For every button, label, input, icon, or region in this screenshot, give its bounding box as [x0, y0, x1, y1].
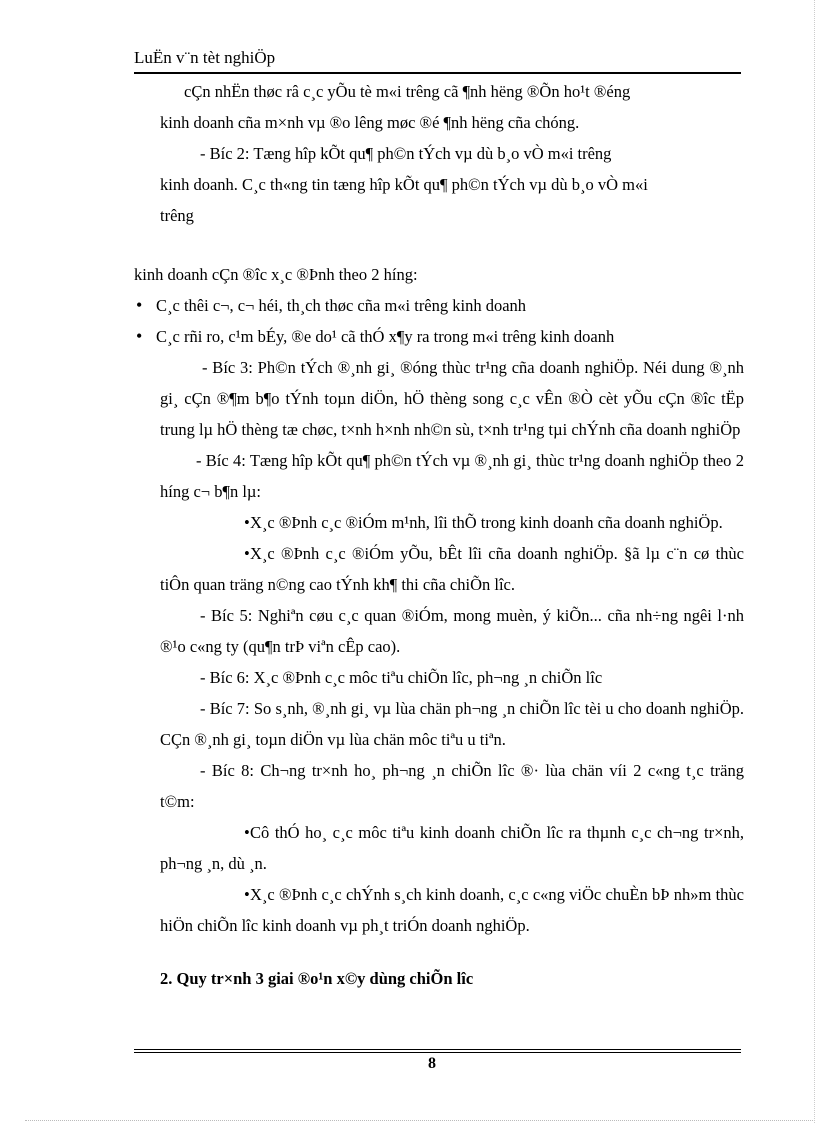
- sub-bullet-paragraph: [134, 507, 744, 538]
- sub-bullet-text: Cô thÓ ho¸ c¸c môc tiªu kinh doanh chiÕn lîc ra thµnh c¸c ch¬ng tr×nh, ph¬ng ¸n, dù ¸n.: [160, 823, 744, 873]
- step-7-paragraph: - Bíc 7: So s¸nh, ®¸nh gi¸ vµ lùa chän ph¬ng ¸n chiÕn lîc tèi u cho doanh nghiÖp. CÇn ®¸nh gi¸ toµn diÖn vµ lùa chän môc tiªu u tiªn.: [160, 699, 744, 749]
- step-3-paragraph: - Bíc 3: Ph©n tÝch ®¸nh gi¸ ®óng thùc tr¹ng cña doanh nghiÖp. Néi dung ®¸nh gi¸ cÇn ®¶m b¶o tÝnh toµn diÖn, hÖ thèng song c¸c vÊn ®Ò cèt yÕu cÇn ®îc tËp trung lµ hÖ thèng tæ chøc, t×nh h×nh nh©n sù, t×nh tr¹ng tµi chÝnh cña doanh nghiÖp: [160, 358, 744, 439]
- bullet-glyph: •: [244, 885, 250, 904]
- bullet-glyph: •: [244, 544, 250, 563]
- intro-line: kinh doanh cÇn ®îc x¸c ®Þnh theo 2 híng:: [134, 265, 418, 284]
- footer-rule: [134, 1049, 741, 1050]
- step-2-line: kinh doanh. C¸c th«ng tin tæng hîp kÕt qu¶ ph©n tÝch vµ dù b¸o vÒ m«i: [160, 175, 648, 194]
- section-heading: 2. Quy tr×nh 3 giai ®o¹n x©y dùng chiÕn lîc: [160, 969, 474, 988]
- bullet-glyph: •: [244, 823, 250, 842]
- step-2-line: - Bíc 2: Tæng hîp kÕt qu¶ ph©n tÝch vµ dù b¸o vÒ m«i trêng: [200, 144, 612, 163]
- page-number: 8: [428, 1055, 436, 1072]
- header-rule: [134, 72, 741, 74]
- bullet-glyph: •: [244, 513, 250, 532]
- sub-bullet-paragraph: [134, 538, 744, 600]
- page-edge: [25, 1120, 815, 1121]
- step-2-line: trêng: [160, 206, 194, 225]
- bullet-list: [134, 290, 744, 352]
- sub-bullet-text: X¸c ®Þnh c¸c ®iÓm yÕu, bÊt lîi cña doanh nghiÖp. §ã lµ c¨n cø thùc tiÔn quan träng n©ng cao tÝnh kh¶ thi cña chiÕn lîc.: [160, 544, 744, 594]
- page-body: [134, 76, 744, 994]
- page-edge: [814, 0, 815, 1123]
- footer-rule: [134, 1052, 741, 1053]
- paragraph-line: cÇn nhËn thøc râ c¸c yÕu tè m«i trêng cã ¶nh hëng ®Õn ho¹t ®éng: [184, 82, 631, 101]
- step-5-paragraph: - Bíc 5: Nghiªn cøu c¸c quan ®iÓm, mong muèn, ý kiÕn... cña nh÷ng ngêi l·nh ®¹o c«ng ty (qu¶n trÞ viªn cÊp cao).: [160, 606, 744, 656]
- running-header: LuËn v¨n tèt nghiÖp: [134, 48, 276, 67]
- step-4-paragraph: - Bíc 4: Tæng hîp kÕt qu¶ ph©n tÝch vµ ®¸nh gi¸ thùc tr¹ng doanh nghiÖp theo 2 híng c¬ b¶n lµ:: [160, 451, 744, 501]
- spacer: [134, 231, 744, 259]
- step-8-paragraph: - Bíc 8: Ch¬ng tr×nh ho¸ ph¬ng ¸n chiÕn lîc ®· lùa chän víi 2 c«ng t¸c träng t©m:: [160, 761, 744, 811]
- sub-bullet-paragraph: [134, 879, 744, 941]
- sub-bullet-text: X¸c ®Þnh c¸c chÝnh s¸ch kinh doanh, c¸c c«ng viÖc chuÈn bÞ nh»m thùc hiÖn chiÕn lîc kinh doanh vµ ph¸t triÓn doanh nghiÖp.: [160, 885, 744, 935]
- step-6-paragraph: - Bíc 6: X¸c ®Þnh c¸c môc tiªu chiÕn lîc, ph¬ng ¸n chiÕn lîc: [200, 668, 603, 687]
- bullet-item: • C¸c thêi c¬, c¬ héi, th¸ch thøc cña m«i trêng kinh doanh: [134, 290, 744, 321]
- sub-bullet-paragraph: [134, 817, 744, 879]
- paragraph-line: kinh doanh cña m×nh vµ ®o lêng møc ®é ¶nh hëng cña chóng.: [160, 113, 580, 132]
- sub-bullet-text: X¸c ®Þnh c¸c ®iÓm m¹nh, lîi thÕ trong kinh doanh cña doanh nghiÖp.: [250, 513, 723, 532]
- bullet-item: • C¸c rñi ro, c¹m bÉy, ®e do¹ cã thÓ x¶y ra trong m«i trêng kinh doanh: [134, 321, 744, 352]
